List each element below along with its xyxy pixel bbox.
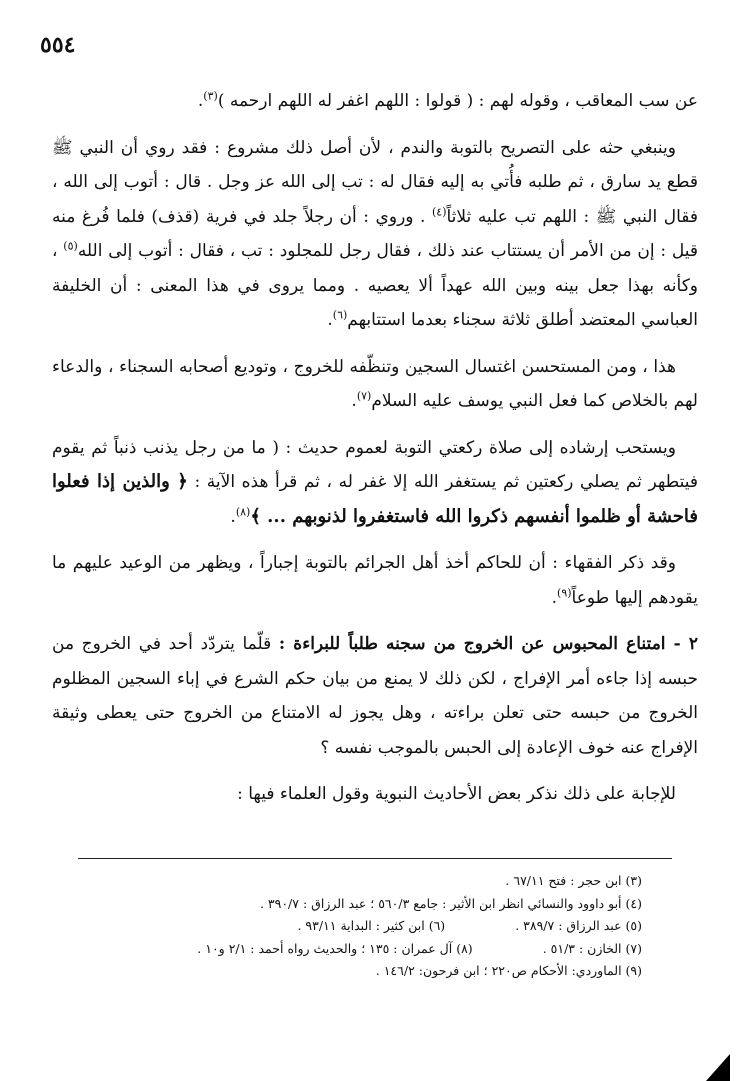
paragraph-2 <box>52 131 698 338</box>
paragraph-1 <box>52 84 698 119</box>
footnote-7: (٧) الخازن : ٥١/٣ . <box>542 940 642 956</box>
paragraph-text: . <box>230 506 236 527</box>
paragraph-text: ، وكأنه بهذا جعل بينه وبين الله عهداً ألا يعصيه . ومما يروى في هذا المعنى : أن الخليفة العباسي المعتضد أطلق ثلاثة سجناء بعدما استتابهم <box>52 241 698 330</box>
page-corner-mark <box>706 1054 730 1081</box>
paragraph-text: . وروي : أن رجلاً جلد في فرية (قذف) فلما فُرغ منه قيل : إن من الأمر أن يستتاب عند ذلك ، فقال رجل للمجلود : تب ، فقال : أتوب إلى الله <box>52 206 698 261</box>
footnote-8: (٨) آل عمران : ١٣٥ ؛ والحديث رواه أحمد : ٢/١ و١٠ . <box>197 940 473 956</box>
paragraph-7 <box>52 777 698 812</box>
footnote-ref: (٣) <box>203 89 218 103</box>
section-heading: ٢ - امتناع المحبوس عن الخروج من سجنه طلباً للبراءة : <box>278 634 698 654</box>
paragraph-6 <box>52 627 698 765</box>
paragraph-text: ويستحب إرشاده إلى صلاة ركعتي التوبة لعموم حديث : ( ما من رجل يذنب ذنباً ثم يقوم فيتطهر ثم يصلي ركعتين ثم يستغفر الله إلا غفر له ، ثم قرأ هذه الآية : <box>52 437 699 492</box>
footnote-9: (٩) الماوردي: الأحكام ص٢٢٠ ؛ ابن فرحون: ١٤٦/٢ . <box>375 963 642 978</box>
footnote-ref: (٩) <box>557 585 572 599</box>
main-text <box>52 84 698 824</box>
footnote-divider <box>78 858 672 859</box>
paragraph-text: للإجابة على ذلك نذكر بعض الأحاديث النبوية وقول العلماء فيها : <box>237 784 676 804</box>
paragraph-5 <box>52 546 698 615</box>
paragraph-text: هذا ، ومن المستحسن اغتسال السجين وتنظّفه للخروج ، وتوديع أصحابه السجناء ، والدعاء لهم بالخلاص كما فعل النبي يوسف عليه السلام <box>52 356 698 411</box>
paragraph-4 <box>52 431 698 535</box>
footnote-ref: (٥) <box>63 239 78 253</box>
page-number: ٥٥٤ <box>40 32 76 58</box>
paragraph-3 <box>52 350 698 419</box>
paragraph-text: . <box>197 91 204 111</box>
footnote-5: (٥) عبد الرزاق : ٣٨٩/٧ . <box>515 918 642 933</box>
footnote-ref: (٦) <box>332 308 348 322</box>
paragraph-text: . <box>551 587 558 608</box>
footnote-ref: (٧) <box>356 389 372 403</box>
footnote-4: (٤) أبو داوود والنسائي انظر ابن الأثير : جامع ٥٦٠/٣ ؛ عبد الرزاق : ٣٩٠/٧ . <box>259 895 642 911</box>
footnote-ref: (٨) <box>235 504 251 518</box>
footnote-6: (٦) ابن كثير : البداية ٩٣/١١ . <box>297 918 446 933</box>
footnote-ref: (٤) <box>431 204 447 218</box>
paragraph-text: وينبغي حثه على التصريح بالتوبة والندم ، لأن أصل ذلك مشروع : فقد روي أن النبي ﷺ قطع يد سارق ، ثم طلبه فأُتي به إليه فقال له : تب إلى الله عز وجل . قال : أتوب إلى الله ، فقال النبي ﷺ : اللهم تب عليه ثلاثاً <box>52 137 699 227</box>
paragraph-text: . <box>327 310 333 330</box>
paragraph-text: عن سب المعاقب ، وقوله لهم : ( قولوا : اللهم اغفر له اللهم ارحمه ) <box>217 91 698 111</box>
paragraph-text: . <box>351 391 357 411</box>
footnotes <box>90 870 642 983</box>
paragraph-text: قلّما يتردّد أحد في الخروج من حبسه إذا جاءه أمر الإفراج ، لكن ذلك لا يمنع من بيان حكم الشرع في إباء السجين المظلوم الخروج من حبسه حتى تعلن براءته ، وهل يجوز له الامتناع من الخروج حتى يعطى وثيقة الإفراج عنه خوف الإعادة إلى الحبس بالموجب نفسه ؟ <box>52 634 698 758</box>
quran-verse: ﴿ والذين إذا فعلوا فاحشة أو ظلموا أنفسهم ذكروا الله فاستغفروا لذنوبهم ... ﴾ <box>52 471 698 527</box>
footnote-3: (٣) ابن حجر : فتح ٦٧/١١ . <box>505 873 642 888</box>
paragraph-text: وقد ذكر الفقهاء : أن للحاكم أخذ أهل الجرائم بالتوبة إجباراً ، ويظهر من الوعيد عليهم ما يقودهم إليها طوعاً <box>52 553 698 608</box>
